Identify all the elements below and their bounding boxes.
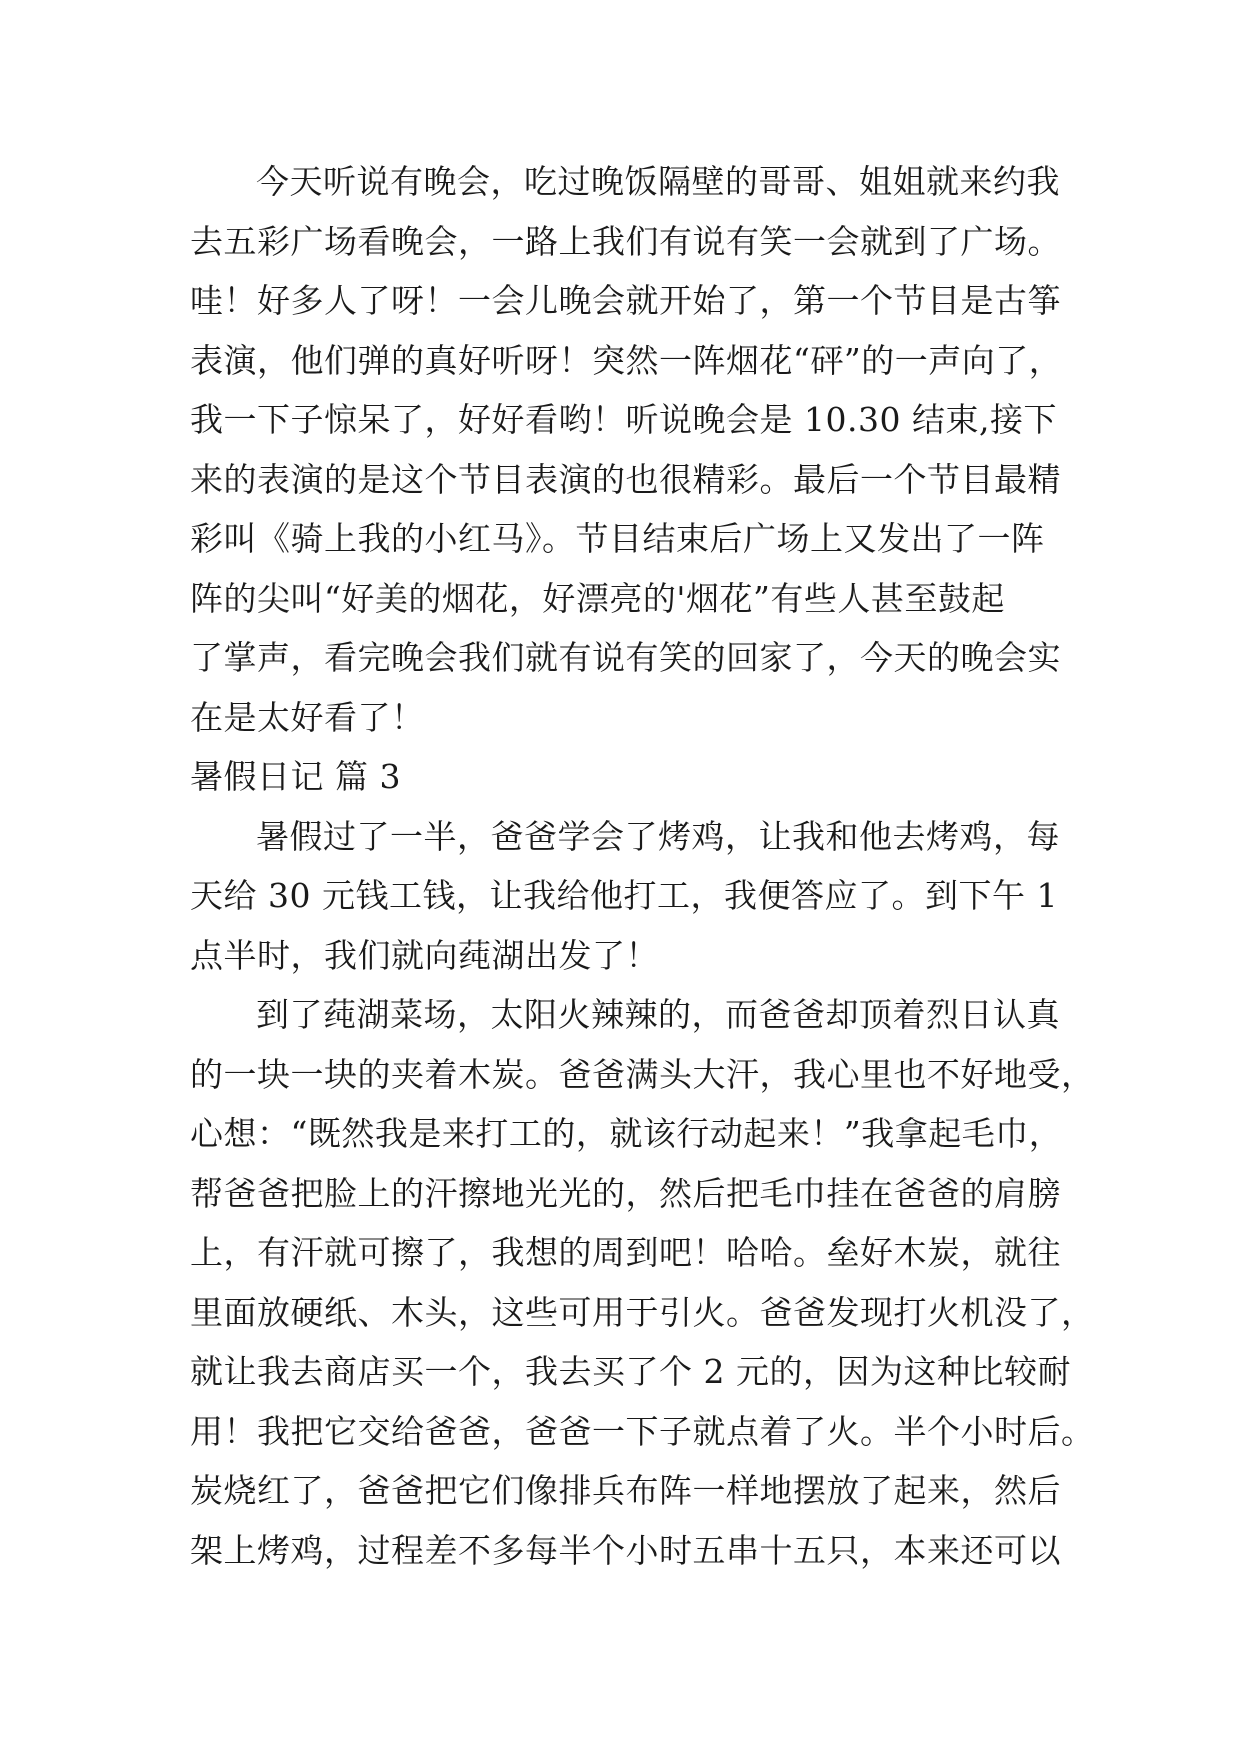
paragraph-line: 来的表演的是这个节目表演的也很精彩。最后一个节目最精 [190,459,1061,499]
paragraph-line: 帮爸爸把脸上的汗擦地光光的，然后把毛巾挂在爸爸的肩膀 [190,1173,1061,1213]
section-heading: 暑假日记 篇 3 [190,757,401,796]
paragraph-line: 在是太好看了！ [190,697,425,737]
paragraph-line: 心想：“既然我是来打工的，就该行动起来！”我拿起毛巾， [190,1114,1063,1153]
paragraph-line: 阵的尖叫“好美的烟花，好漂亮的'烟花”有些人甚至鼓起 [190,578,1005,618]
paragraph-line: 彩叫《骑上我的小红马》。节目结束后广场上又发出了一阵 [190,519,1045,558]
paragraph-line: 架上烤鸡，过程差不多每半个小时五串十五只，本来还可以 [190,1530,1061,1570]
paragraph-line: 炭烧红了，爸爸把它们像排兵布阵一样地摆放了起来，然后 [190,1471,1061,1510]
paragraph-line: 去五彩广场看晚会，一路上我们有说有笑一会就到了广场。 [190,221,1061,261]
paragraph-line: 了掌声，看完晚会我们就有说有笑的回家了，今天的晚会实 [190,638,1061,677]
paragraph-line: 哇！好多人了呀！一会儿晚会就开始了，第一个节目是古筝 [190,281,1061,320]
document-body [190,152,1095,1580]
paragraph-line: 用！我把它交给爸爸，爸爸一下子就点着了火。半个小时后。 [190,1411,1095,1451]
paragraph-line: 我一下子惊呆了，好好看哟！听说晚会是 10.30 结束,接下 [190,400,1057,439]
paragraph-line: 上，有汗就可擦了，我想的周到吧！哈哈。垒好木炭，就往 [190,1233,1061,1272]
paragraph-line: 暑假过了一半，爸爸学会了烤鸡，让我和他去烤鸡，每 [256,816,1060,856]
paragraph-line: 里面放硬纸、木头，这些可用于引火。爸爸发现打火机没了， [190,1292,1095,1332]
paragraph-line: 到了莼湖菜场，太阳火辣辣的，而爸爸却顶着烈日认真 [256,995,1060,1034]
paragraph-line: 就让我去商店买一个，我去买了个 2 元的，因为这种比较耐 [190,1352,1071,1391]
paragraph-line: 天给 30 元钱工钱，让我给他打工，我便答应了。到下午 1 [190,876,1058,915]
paragraph-line: 的一块一块的夹着木炭。爸爸满头大汗，我心里也不好地受， [190,1054,1095,1094]
paragraph-line: 今天听说有晚会，吃过晚饭隔壁的哥哥、姐姐就来约我 [256,162,1060,201]
paragraph-line: 点半时，我们就向莼湖出发了！ [190,935,659,975]
paragraph-line: 表演，他们弹的真好听呀！突然一阵烟花“砰”的一声向了， [190,340,1063,380]
